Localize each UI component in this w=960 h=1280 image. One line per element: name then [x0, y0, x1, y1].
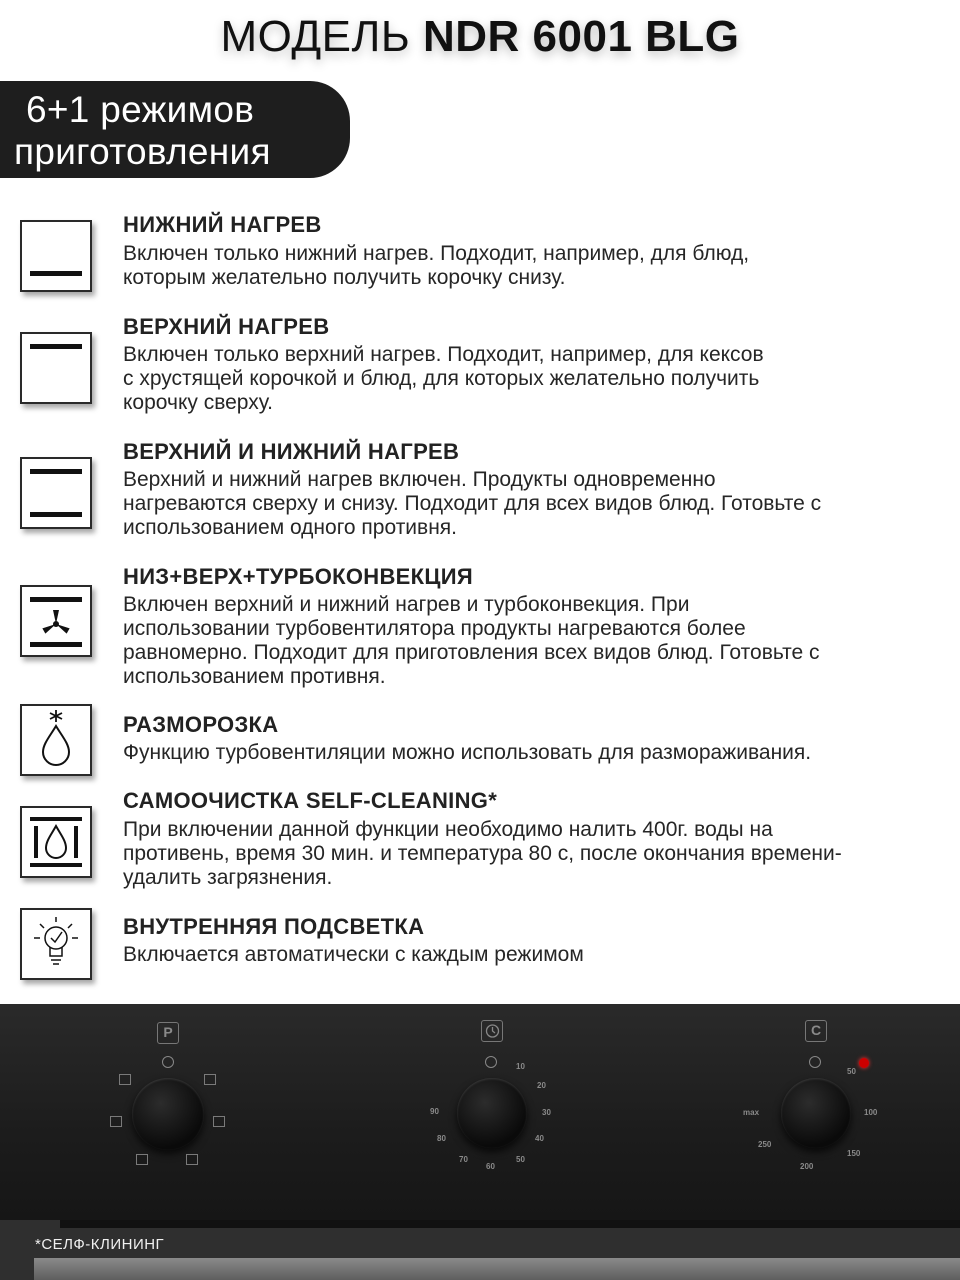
mode-desc-line: удалить загрязнения.	[123, 866, 333, 889]
mode-knob[interactable]	[132, 1078, 204, 1150]
mode-desc-line: Верхний и нижний нагрев включен. Продукты одновременно	[123, 468, 716, 491]
mode-desc-line: использованием одного противня.	[123, 516, 458, 539]
footnote: *СЕЛФ-КЛИНИНГ	[35, 1236, 165, 1253]
oven-door-strip	[0, 1220, 960, 1280]
timer-tick: 10	[516, 1062, 525, 1071]
temperature-tick: 150	[847, 1149, 861, 1158]
model-name: NDR 6001 BLG	[423, 12, 740, 61]
mode-desc-line: Включен верхний и нижний нагрев и турбоконвекция. При	[123, 593, 690, 616]
banner-line-1: 6+1 режимов	[26, 89, 255, 130]
door-handle[interactable]	[34, 1258, 960, 1280]
banner-line-2: приготовления	[14, 131, 271, 172]
timer-knob[interactable]	[457, 1078, 527, 1148]
mode-mark	[186, 1154, 198, 1165]
mode-symbol: P	[157, 1022, 179, 1044]
temperature-symbol: C	[805, 1020, 827, 1042]
mode-desc-line: Включен только верхний нагрев. Подходит, например, для кексов	[123, 343, 764, 366]
mode-heading: ВЕРХНИЙ И НИЖНИЙ НАГРЕВ	[123, 439, 460, 464]
mode-desc-line: нагреваются сверху и снизу. Подходит для всех видов блюд. Готовьте с	[123, 492, 822, 515]
temperature-tick: max	[743, 1108, 760, 1117]
timer-tick: 70	[459, 1155, 468, 1164]
mode-heading: ВЕРХНИЙ НАГРЕВ	[123, 314, 330, 339]
top-heat-icon	[20, 332, 92, 404]
mode-desc-line: которым желательно получить корочку снизу.	[123, 266, 566, 289]
timer-tick: 50	[516, 1155, 525, 1164]
defrost-icon	[20, 704, 92, 776]
mode-desc-line: Функцию турбовентиляции можно использовать для размораживания.	[123, 741, 812, 764]
clock-icon	[481, 1020, 503, 1042]
mode-desc-line: с хрустящей корочкой и блюд, для которых желательно получить	[123, 367, 760, 390]
mode-desc-line: использованием противня.	[123, 665, 386, 688]
mode-desc-line: Включается автоматически с каждым режимом	[123, 943, 584, 966]
heating-indicator-light	[859, 1058, 869, 1068]
self-cleaning-icon	[20, 806, 92, 878]
timer-indicator	[485, 1056, 497, 1068]
timer-tick: 80	[437, 1134, 446, 1143]
mode-desc-line: корочку сверху.	[123, 391, 273, 414]
timer-tick: 30	[542, 1108, 551, 1117]
mode-heading: НИЖНИЙ НАГРЕВ	[123, 212, 322, 237]
mode-mark	[119, 1074, 131, 1085]
title-prefix: МОДЕЛЬ	[220, 12, 411, 61]
timer-tick: 90	[430, 1107, 439, 1116]
timer-tick: 40	[535, 1134, 544, 1143]
temperature-tick: 250	[758, 1140, 772, 1149]
mode-mark	[204, 1074, 216, 1085]
temperature-tick: 50	[847, 1067, 856, 1076]
mode-heading: ВНУТРЕННЯЯ ПОДСВЕТКА	[123, 914, 425, 939]
mode-desc-line: Включен только нижний нагрев. Подходит, например, для блюд,	[123, 242, 750, 265]
mode-desc-line: противень, время 30 мин. и температура 80 с, после окончания времени-	[123, 842, 842, 865]
mode-mark	[110, 1116, 122, 1127]
top-bottom-heat-icon	[20, 457, 92, 529]
modes-banner	[0, 81, 350, 178]
mode-heading: НИЗ+ВЕРХ+ТУРБОКОНВЕКЦИЯ	[123, 564, 473, 589]
mode-desc-line: При включении данной функции необходимо налить 400г. воды на	[123, 818, 773, 841]
fan-convection-icon	[20, 585, 92, 657]
mode-desc-line: равномерно. Подходит для приготовления всех видов блюд. Готовьте с	[123, 641, 820, 664]
mode-mark	[213, 1116, 225, 1127]
light-bulb-icon	[20, 908, 92, 980]
mode-desc-line: использовании турбовентилятора продукты нагреваются более	[123, 617, 746, 640]
timer-tick: 60	[486, 1162, 495, 1171]
mode-mark	[136, 1154, 148, 1165]
temperature-tick: 100	[864, 1108, 878, 1117]
temperature-indicator	[809, 1056, 821, 1068]
bottom-heat-icon	[20, 220, 92, 292]
timer-tick: 20	[537, 1081, 546, 1090]
mode-heading: САМООЧИСТКА SELF-CLEANING*	[123, 788, 498, 813]
oven-control-panel	[0, 1004, 960, 1220]
page-title	[0, 12, 960, 62]
mode-heading: РАЗМОРОЗКА	[123, 712, 279, 737]
temperature-tick: 200	[800, 1162, 814, 1171]
mode-indicator	[162, 1056, 174, 1068]
temperature-knob[interactable]	[781, 1078, 851, 1148]
door-edge	[60, 1220, 960, 1228]
